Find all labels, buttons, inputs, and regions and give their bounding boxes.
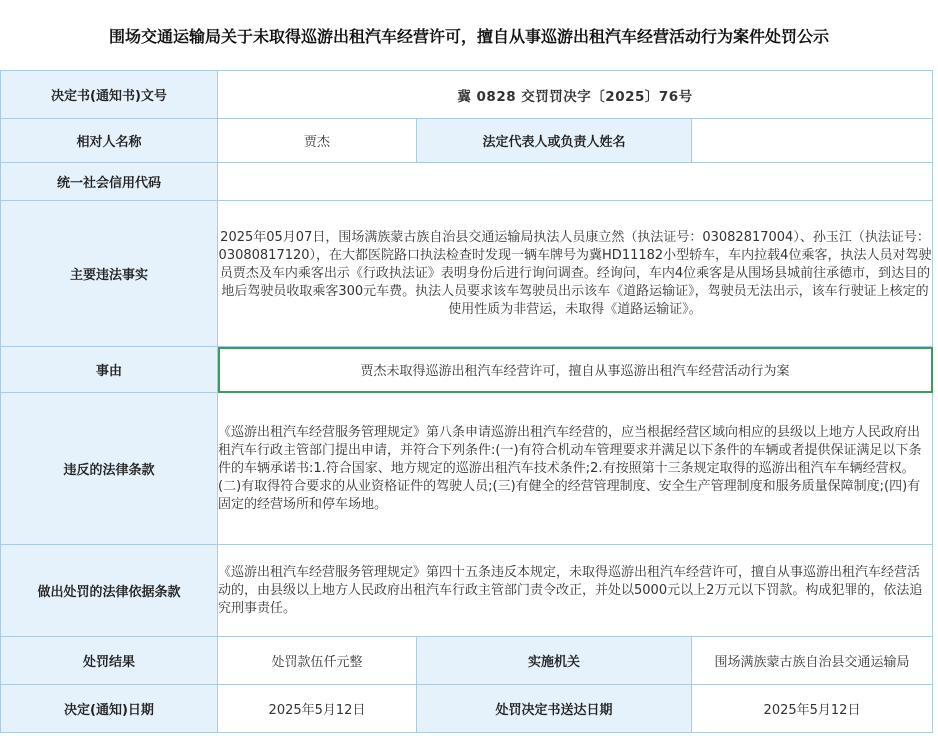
party-name-value: 贾杰 xyxy=(218,119,417,163)
decision-date-value: 2025年5月12日 xyxy=(218,685,417,733)
result-label: 处罚结果 xyxy=(1,637,218,685)
row-result xyxy=(1,637,933,685)
violated-law-text: 《巡游出租汽车经营服务管理规定》第八条申请巡游出租汽车经营的，应当根据经营区域向相应的县级以上地方人民政府出租汽车行政主管部门提出申请，并符合下列条件:(一)有符合机动车管理要求并满足以下条件的车辆或者提供保证满足以下条件的车辆承诺书:1.符合国家、地方规定的巡游出租汽车技术条件;2.有按照第十三条规定取得的巡游出租汽车车辆经营权。(二)有取得符合要求的从业资格证件的驾驶人员;(三)有健全的经营管理制度、安全生产管理制度和服务质量保障制度;(四)有固定的经营场所和停车场地。 xyxy=(218,424,922,512)
credit-code-value xyxy=(218,163,933,201)
row-party xyxy=(1,119,933,163)
reason-label: 事由 xyxy=(1,347,218,393)
doc-number-value: 冀 0828 交罚罚决字〔2025〕76号 xyxy=(218,71,933,119)
delivery-date-value: 2025年5月12日 xyxy=(692,685,933,733)
facts-cell xyxy=(218,201,933,347)
decision-date-label: 决定(通知)日期 xyxy=(1,685,218,733)
party-name-label: 相对人名称 xyxy=(1,119,218,163)
row-credit-code xyxy=(1,163,933,201)
penalty-basis-cell xyxy=(218,545,933,637)
penalty-disclosure-table xyxy=(0,70,933,733)
violated-law-label: 违反的法律条款 xyxy=(1,393,218,545)
legal-rep-label: 法定代表人或负责人姓名 xyxy=(417,119,692,163)
page-title: 围场交通运输局关于未取得巡游出租汽车经营许可，擅自从事巡游出租汽车经营活动行为案件处罚公示 xyxy=(108,26,829,46)
reason-value[interactable]: 贾杰未取得巡游出租汽车经营许可，擅自从事巡游出租汽车经营活动行为案 xyxy=(218,347,933,393)
penalty-basis-label: 做出处罚的法律依据条款 xyxy=(1,545,218,637)
result-value: 处罚款伍仟元整 xyxy=(218,637,417,685)
facts-label: 主要违法事实 xyxy=(1,201,218,347)
row-penalty-basis xyxy=(1,545,933,637)
authority-label: 实施机关 xyxy=(417,637,692,685)
penalty-basis-text: 《巡游出租汽车经营服务管理规定》第四十五条违反本规定，未取得巡游出租汽车经营许可，擅自从事巡游出租汽车经营活动的，由县级以上地方人民政府出租汽车行政主管部门责令改正，并处以5000元以上2万元以下罚款。构成犯罪的，依法追究刑事责任。 xyxy=(218,564,923,616)
credit-code-label: 统一社会信用代码 xyxy=(1,163,218,201)
violated-law-cell xyxy=(218,393,933,545)
row-facts xyxy=(1,201,933,347)
delivery-date-label: 处罚决定书送达日期 xyxy=(417,685,692,733)
row-reason xyxy=(1,347,933,393)
facts-text: 2025年05月07日，围场满族蒙古族自治县交通运输局执法人员康立然（执法证号：03082817004）、孙玉江（执法证号：03080817120），在大都医院路口执法检查时发现一辆车牌号为冀HD11182小型轿车，车内拉载4位乘客，执法人员对驾驶员贾杰及车内乘客出示《行政执法证》表明身份后进行询问调查。经询问，车内4位乘客是从围场县城前往承德市，到达目的地后驾驶员收取乘客300元车费。执法人员要求该车驾驶员出示该车《道路运输证》，驾驶员无法出示，该车行驶证上核定的使用性质为非营运，未取得《道路运输证》。 xyxy=(218,229,932,317)
legal-rep-value xyxy=(692,119,933,163)
doc-number-label: 决定书(通知书)文号 xyxy=(1,71,218,119)
row-doc-number xyxy=(1,71,933,119)
row-violated-law xyxy=(1,393,933,545)
row-dates xyxy=(1,685,933,733)
authority-value: 围场满族蒙古族自治县交通运输局 xyxy=(692,637,933,685)
